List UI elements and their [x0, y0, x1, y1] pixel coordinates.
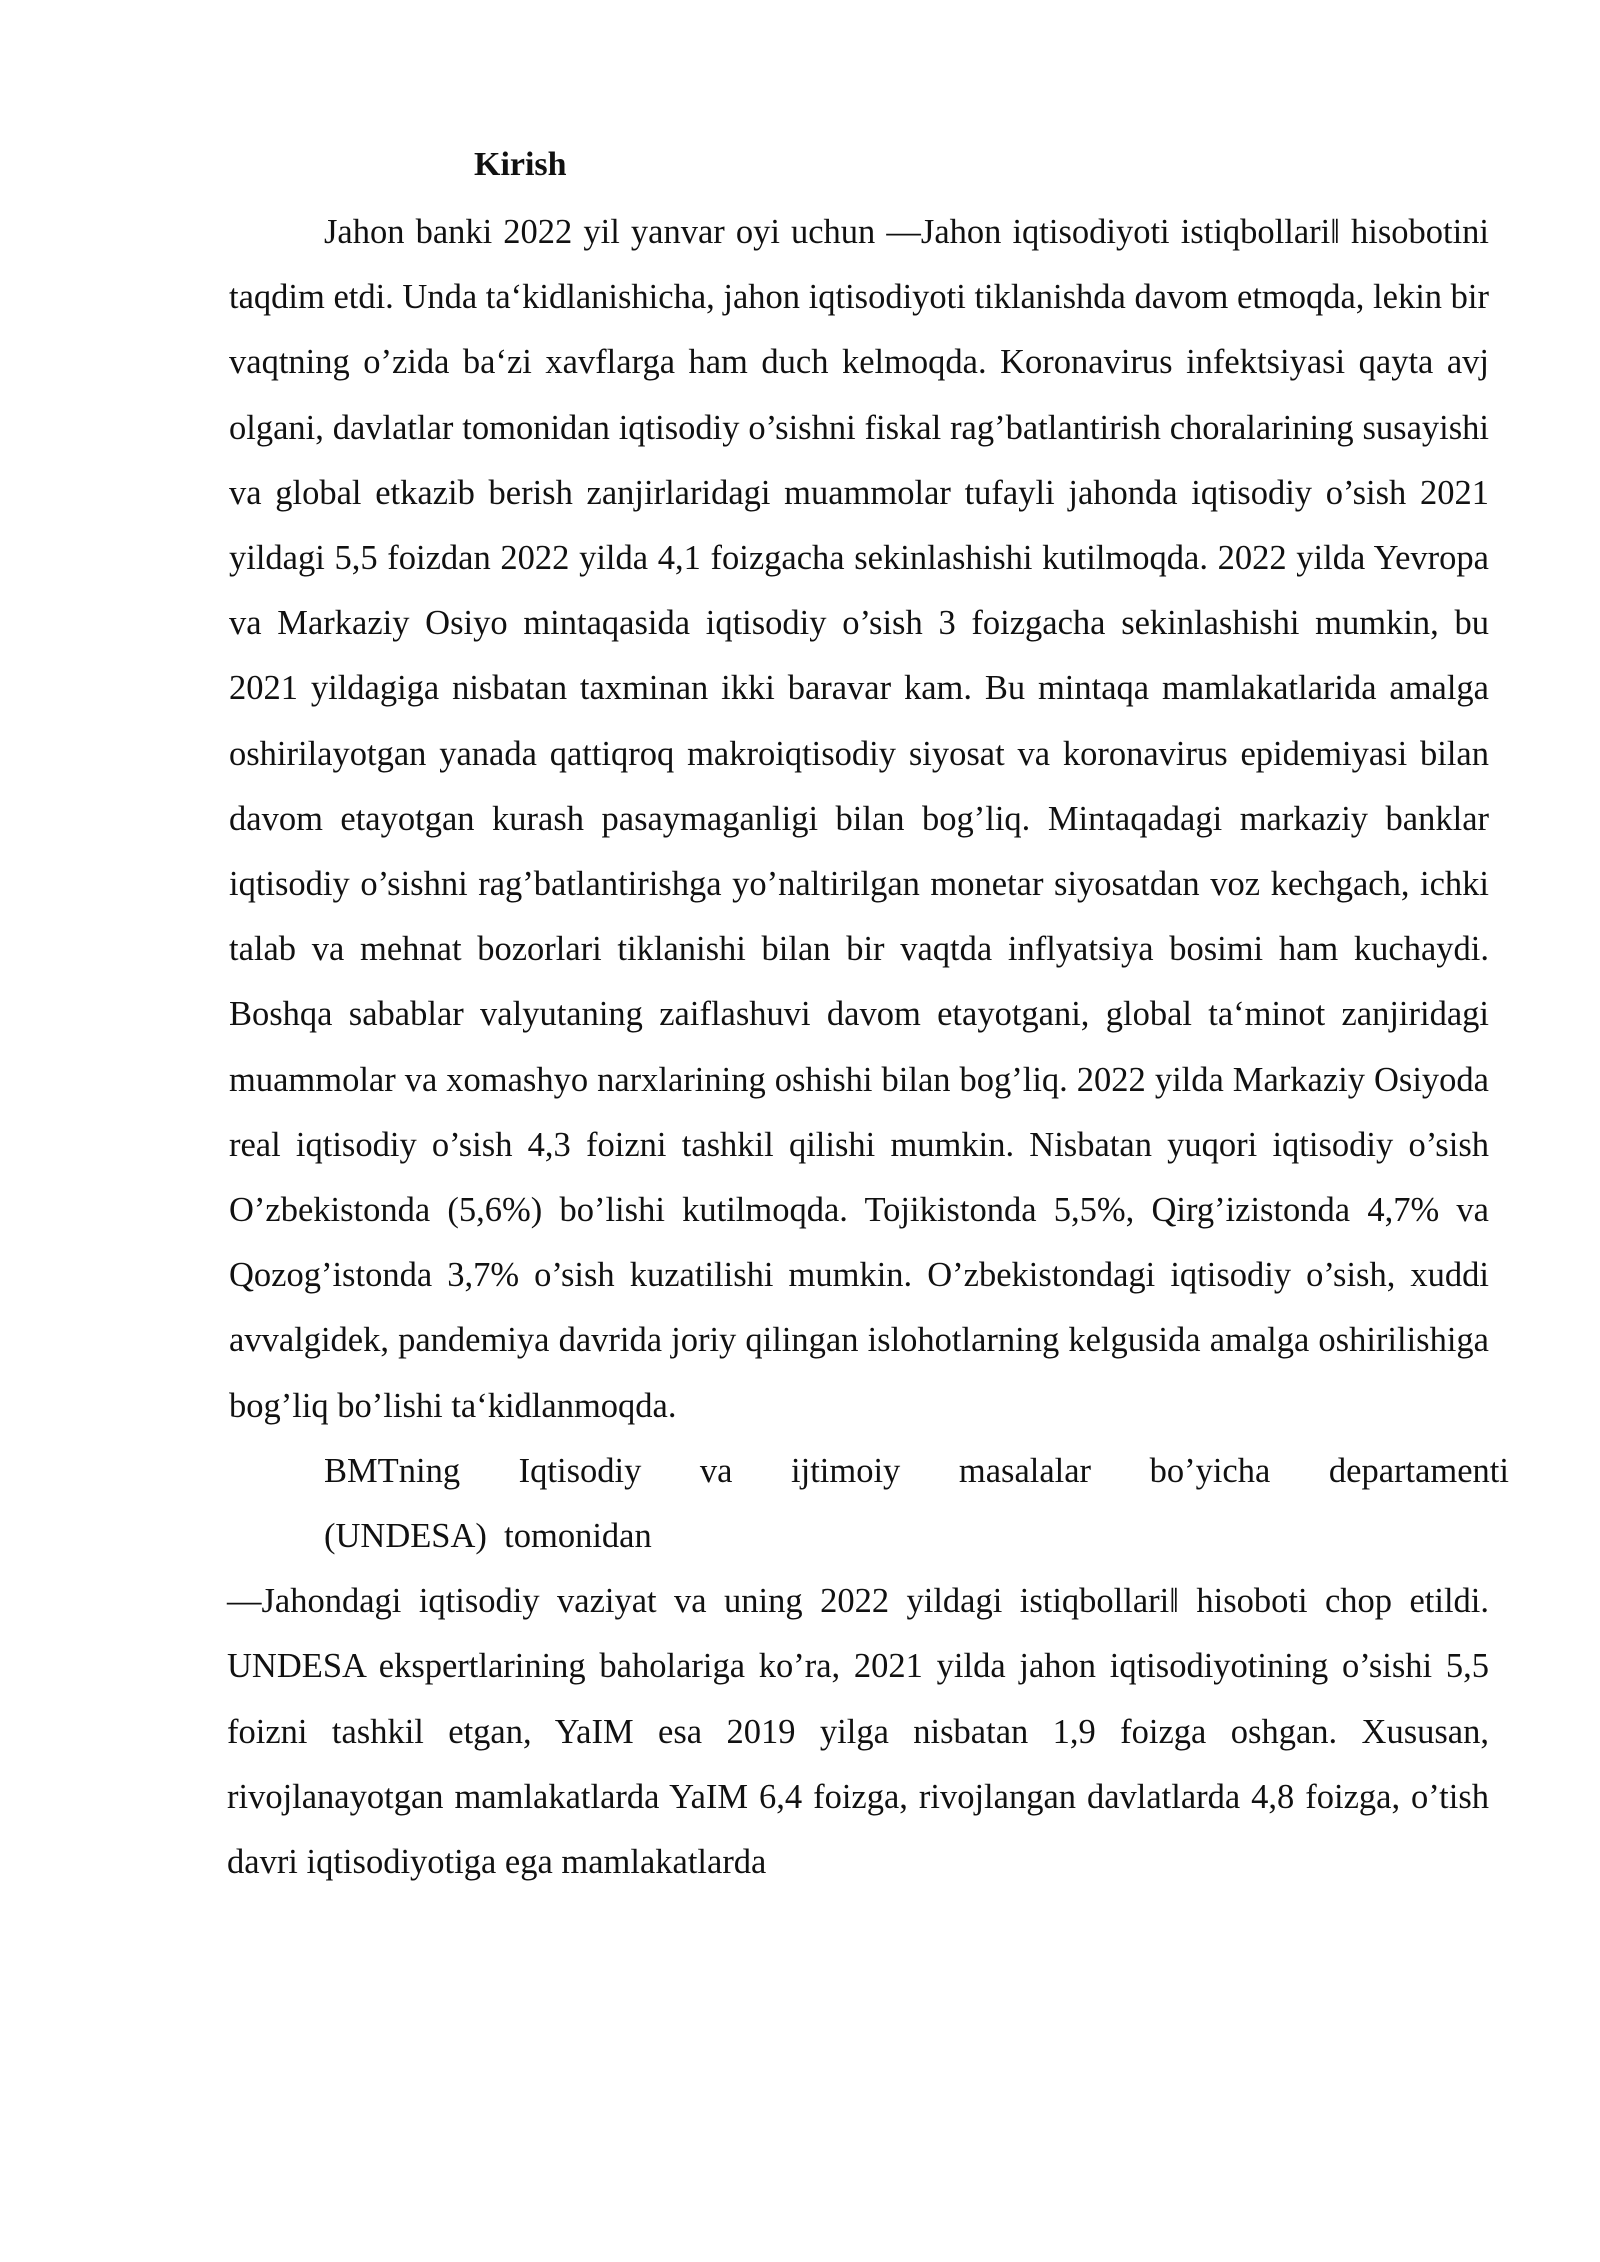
paragraph-undesa-first-line — [324, 1439, 1509, 1504]
word: ijtimoiy — [791, 1451, 901, 1490]
word: BMTning — [324, 1451, 461, 1490]
word: va — [699, 1451, 733, 1490]
paragraph-undesa-report: —Jahondagi iqtisodiy vaziyat va uning 2022 yildagi istiqbollari‖ hisoboti chop etildi. UNDESA ekspertlarining baholariga ko’ra, 2021 yilda jahon iqtisodiyotining o’sishi 5,5 foizni tashkil etgan, YaIM esa 2019 yilga nisbatan 1,9 foizga oshgan. Xususan, rivojlanayotgan mamlakatlarda YaIM 6,4 foizga, rivojlangan davlatlarda 4,8 foizga, o’tish davri iqtisodiyotiga ega mamlakatlarda — [227, 1582, 1489, 1882]
word: bo’yicha — [1149, 1451, 1271, 1490]
paragraph-world-bank-report: Jahon banki 2022 yil yanvar oyi uchun —Jahon iqtisodiyoti istiqbollari‖ hisobotini taqdim etdi. Unda ta‘kidlanishicha, jahon iqtisodiyoti tiklanishda davom etmoqda, lekin bir vaqtning o’zida ba‘zi xavflarga ham duch kelmoqda. Koronavirus infektsiyasi qayta avj olgani, davlatlar tomonidan iqtisodiy o’sishni fiskal rag’batlantirish choralarining susayishi va global etkazib berish zanjirlaridagi muammolar tufayli jahonda iqtisodiy o’sish 2021 yildagi 5,5 foizdan 2022 yilda 4,1 foizgacha sekinlashishi kutilmoqda. 2022 yilda Yevropa va Markaziy Osiyo mintaqasida iqtisodiy o’sish 3 foizgacha sekinlashishi mumkin, bu 2021 yildagiga nisbatan taxminan ikki baravar kam. Bu mintaqa mamlakatlarida amalga oshirilayotgan yanada qattiqroq makroiqtisodiy siyosat va koronavirus epidemiyasi bilan davom etayotgan kurash pasaymaganligi bilan bog’liq. Mintaqadagi markaziy banklar iqtisodiy o’sishni rag’batlantirishga yo’naltirilgan monetar siyosatdan voz kechgach, ichki talab va mehnat bozorlari tiklanishi bilan bir vaqtda inflyatsiya bosimi ham kuchaydi. Boshqa sabablar valyutaning zaiflashuvi davom etayotgani, global ta‘minot zanjiridagi muammolar va xomashyo narxlarining oshishi bilan bog’liq. 2022 yilda Markaziy Osiyoda real iqtisodiy o’sish 4,3 foizni tashkil qilishi mumkin. Nisbatan yuqori iqtisodiy o’sish O’zbekistonda (5,6%) bo’lishi kutilmoqda. Tojikistonda 5,5%, Qirg’izistonda 4,7% va Qozog’istonda 3,7% o’sish kuzatilishi mumkin. O’zbekistondagi iqtisodiy o’sish, xuddi avvalgidek, pandemiya davrida joriy qilingan islohotlarning kelgusida amalga oshirilishiga bog’liq bo’lishi ta‘kidlanmoqda. — [229, 213, 1489, 1425]
paragraph-undesa-second-line: (UNDESA) tomonidan — [324, 1517, 652, 1556]
word: Iqtisodiy — [518, 1451, 642, 1490]
paragraph-undesa-intro — [229, 1439, 1509, 1569]
section-heading: Kirish — [474, 146, 567, 183]
document-body — [227, 200, 1509, 1895]
word: masalalar — [958, 1451, 1092, 1490]
word: departamenti — [1328, 1451, 1509, 1490]
